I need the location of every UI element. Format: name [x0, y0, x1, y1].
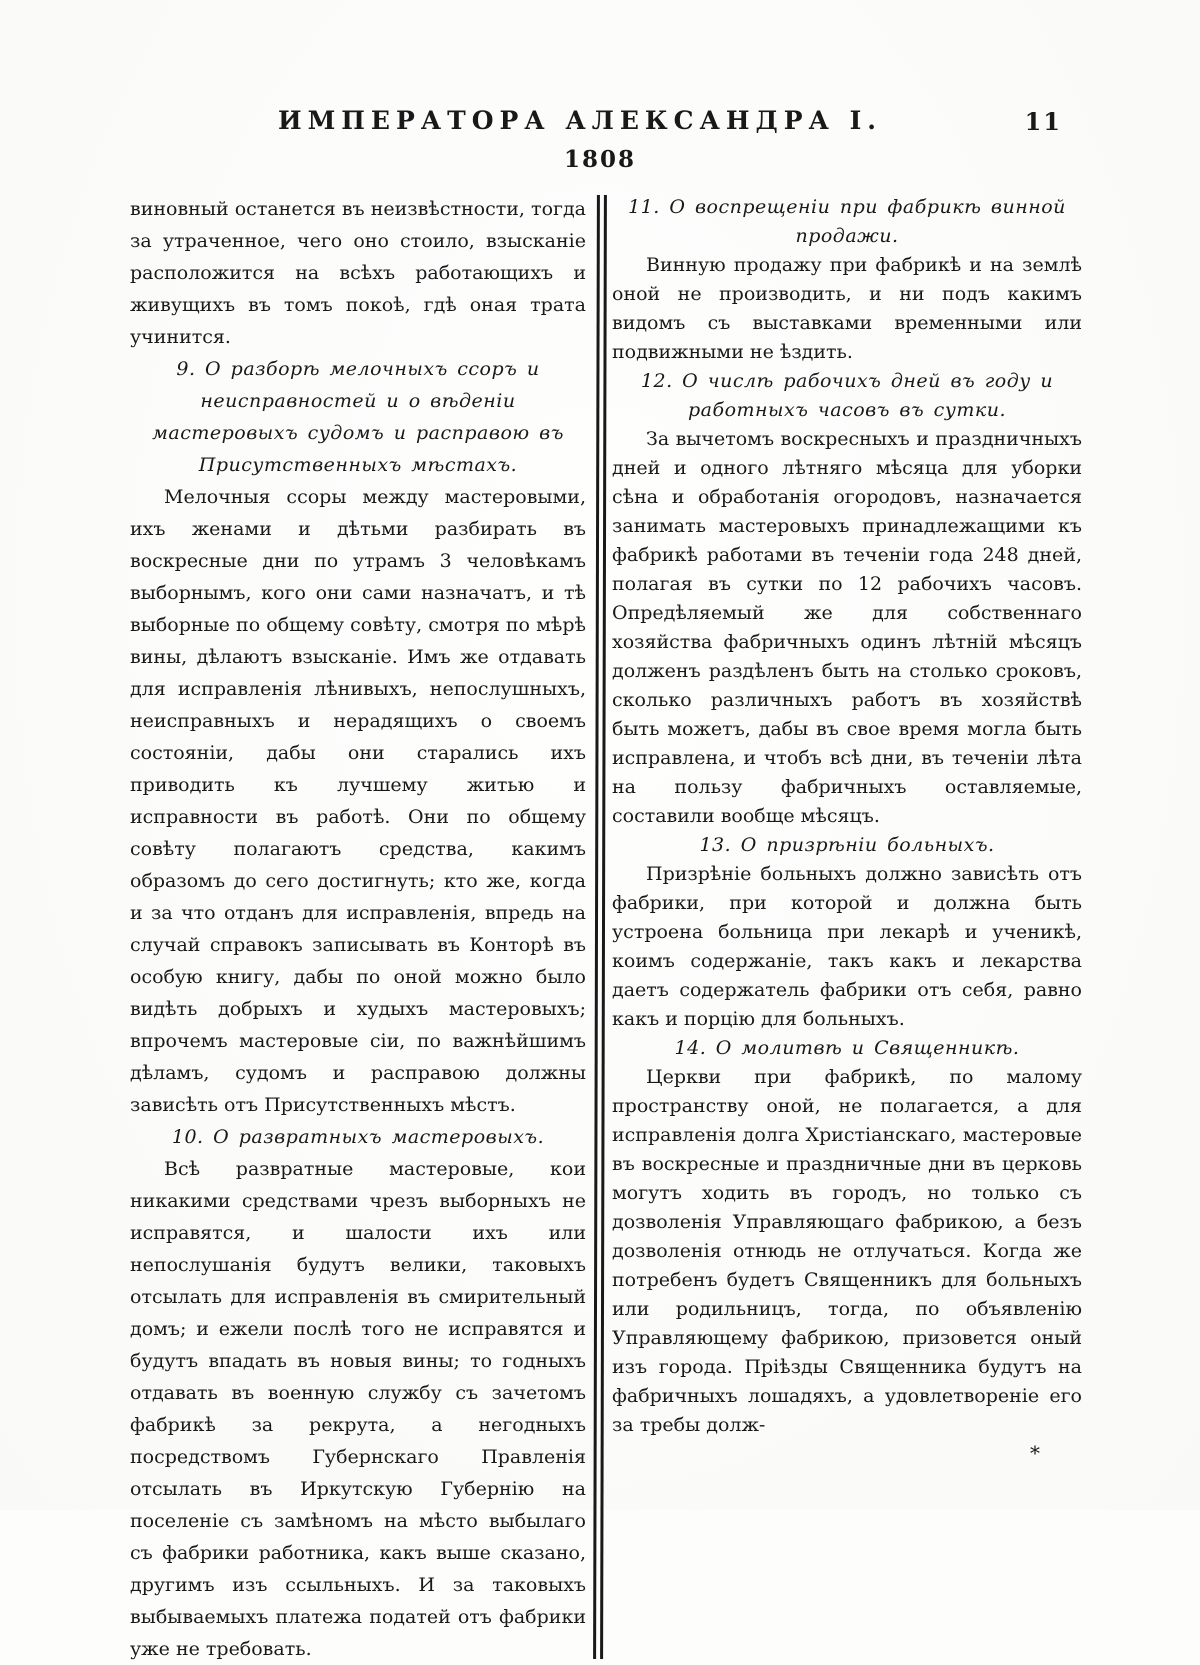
column-divider-rule	[593, 195, 607, 1659]
running-title: ИМПЕРАТОРА АЛЕКСАНДРА I.	[278, 106, 882, 135]
right-column	[612, 193, 1082, 1665]
section-heading-11: 11. О воспрещеніи при фабрикѣ винной продажи.	[628, 196, 1066, 247]
paragraph-10: Всѣ развратные мастеровые, кои никакими средствами чрезъ выборныхъ не исправятся, и шалости ихъ или непослушанія будутъ велики, таковыхъ отсылать для исправленія въ смирительный домъ; и ежели послѣ того не исправятся и будутъ впадать въ новыя вины; то годныхъ отдавать въ военную службу съ зачетомъ фабрикѣ за рекрута, а негодныхъ посредствомъ Губернскаго Правленія отсылать въ Иркутскую Губернію на поселеніе съ замѣномъ на мѣсто выбылаго съ фабрики работника, какъ выше сказано, другимъ изъ ссыльныхъ. И за таковыхъ выбываемыхъ платежа податей отъ фабрики уже не требовать.	[130, 1158, 586, 1660]
section-heading-14: 14. О молитвѣ и Священникѣ.	[674, 1037, 1020, 1059]
paragraph-14: Церкви при фабрикѣ, по малому пространству оной, не полагается, а для исправленія долга Христіанскаго, мастеровые въ воскресные и праздничные дни въ церковь могутъ ходить въ городъ, но только съ дозволенія Управляющаго фабрикою, а безъ дозволенія отнюдь не отлучаться. Когда же потребенъ будетъ Священникъ для больныхъ или родильницъ, тогда, по объявленію Управляющему фабрикою, призовется оный изъ города. Пріѣзды Священника будутъ на фабричныхъ лошадяхъ, а удовлетвореніе его за требы долж-	[612, 1066, 1082, 1436]
text-columns	[130, 193, 1082, 1665]
section-heading-10: 10. О развратныхъ мастеровыхъ.	[171, 1126, 545, 1148]
page-number: 11	[1024, 107, 1062, 136]
year-heading: 1808	[563, 146, 636, 173]
signature-asterisk: *	[1030, 1441, 1040, 1465]
left-column	[130, 193, 586, 1665]
section-heading-12: 12. О числѣ рабочихъ дней въ году и работныхъ часовъ въ сутки.	[640, 370, 1054, 421]
section-heading-13: 13. О призрѣніи больныхъ.	[699, 834, 995, 856]
section-heading-9: 9. О разборѣ мелочныхъ ссоръ и неисправностей и о вѣденіи мастеровыхъ судомъ и расправою въ Присутственныхъ мѣстахъ.	[152, 358, 564, 476]
paragraph-12: За вычетомъ воскресныхъ и праздничныхъ дней и одного лѣтняго мѣсяца для уборки сѣна и обработанія огородовъ, назначается занимать мастеровыхъ принадлежащими къ фабрикѣ работами въ теченіи года 248 дней, полагая въ сутки по 12 рабочихъ часовъ. Опредѣляемый же для собственнаго хозяйства фабричныхъ одинъ лѣтній мѣсяцъ долженъ раздѣленъ быть на столько сроковъ, сколько различныхъ работъ въ хозяйствѣ быть можетъ, дабы въ свое время могла быть исправлена, и чтобъ всѣ дни, въ теченіи лѣта на пользу фабричныхъ оставляемые, составили вообще мѣсяцъ.	[612, 428, 1082, 827]
paragraph-11: Винную продажу при фабрикѣ и на землѣ оной не производить, и ни подъ какимъ видомъ съ выставками временными или подвижными не ѣздить.	[612, 254, 1082, 363]
paragraph-8-continued: виновный останется въ неизвѣстности, тогда за утраченное, чего оно стоило, взысканіе расположится на всѣхъ работающихъ и живущихъ въ томъ покоѣ, гдѣ оная трата учинится.	[130, 198, 586, 348]
paragraph-9: Мелочныя ссоры между мастеровыми, ихъ женами и дѣтьми разбирать въ воскресные дни по утрамъ 3 человѣкамъ выборнымъ, кого они сами назначатъ, и тѣ выборные по общему совѣту, смотря по мѣрѣ вины, дѣлаютъ взысканіе. Имъ же отдавать для исправленія лѣнивыхъ, непослушныхъ, неисправныхъ и нерадящихъ о своемъ состояніи, дабы они старались ихъ приводить къ лучшему житью и исправности въ работѣ. Они по общему совѣту полагаютъ средства, какимъ образомъ до сего достигнуть; кто же, когда и за что отданъ для исправленія, впредь на случай справокъ записывать въ Конторѣ въ особую книгу, дабы по оной можно было видѣть добрыхъ и худыхъ мастеровыхъ; впрочемъ мастеровые сіи, по важнѣйшимъ дѣламъ, судомъ и расправою должны зависѣть отъ Присутственныхъ мѣстъ.	[130, 486, 586, 1116]
paragraph-13: Призрѣніе больныхъ должно зависѣть отъ фабрики, при которой и должна быть устроена больница при лекарѣ и ученикѣ, коимъ содержаніе, такъ какъ и лекарства даетъ содержатель фабрики отъ себя, равно какъ и порцію для больныхъ.	[612, 863, 1082, 1030]
page-header	[130, 106, 1082, 144]
